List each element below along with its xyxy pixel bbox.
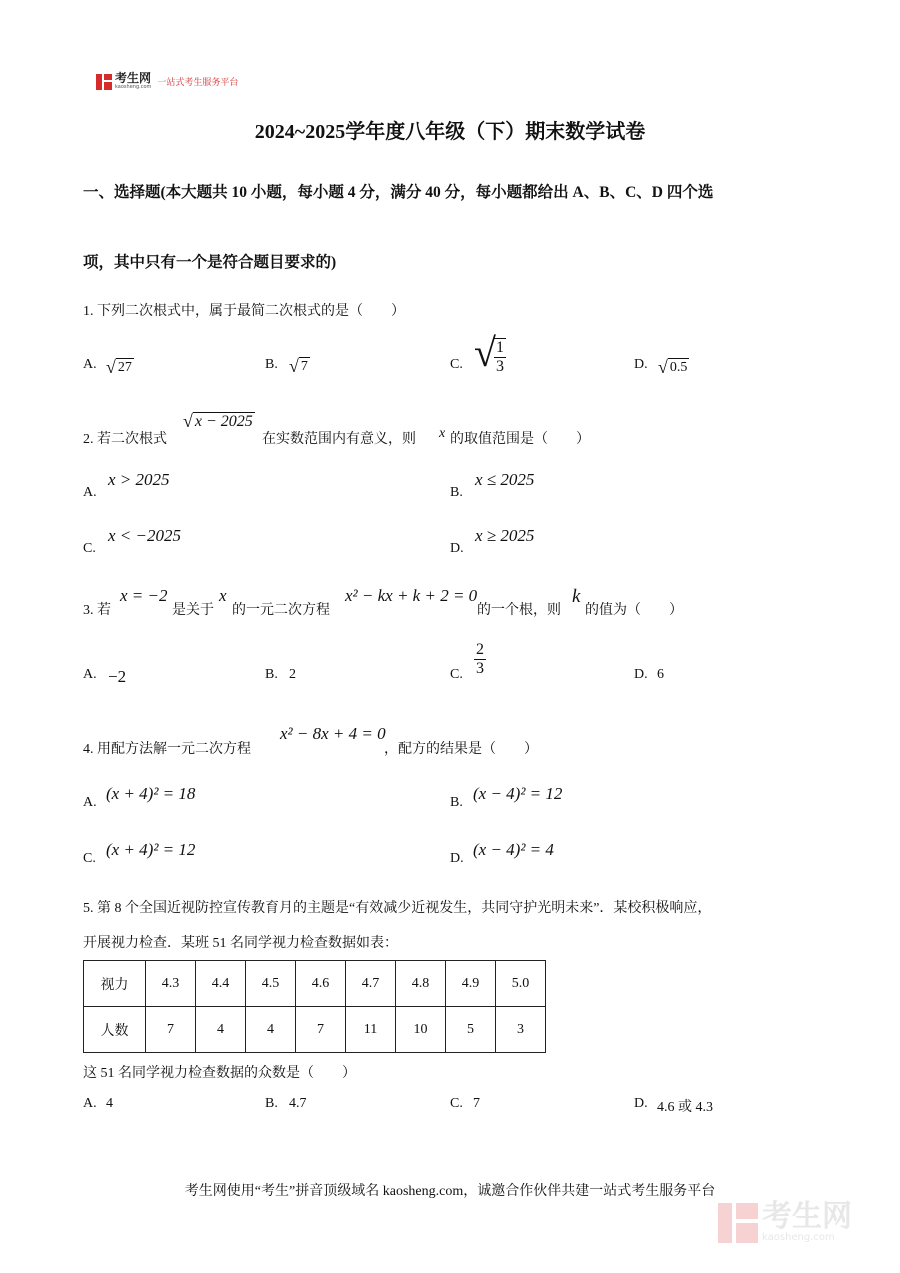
q5-stem-line2: 开展视力检查．某班 51 名同学视力检查数据如表：: [83, 936, 398, 951]
table-header-vision: 视力: [84, 961, 146, 1007]
table-cell: 4.7: [346, 961, 396, 1007]
q5-option-d-label: D.: [634, 1096, 648, 1111]
q1-option-b-expr: √ 7: [289, 356, 308, 376]
table-cell: 4.3: [146, 961, 196, 1007]
q3-option-c-denominator: 3: [476, 660, 484, 677]
page-footer: 考生网使用“考生”拼音顶级域名 kaosheng.com，诚邀合作伙伴共建一站式考生服务平台: [184, 1184, 716, 1199]
q1-option-c-numerator: 1: [495, 339, 504, 356]
q3-stem-pre: 3. 若: [83, 603, 111, 618]
table-cell: 4.5: [246, 961, 296, 1007]
table-row: [84, 1007, 546, 1053]
section-heading-line1: 一、选择题(本大题共 10 小题，每小题 4 分，满分 40 分，每小题都给出 A、B、C、D 四个选: [83, 184, 714, 201]
q2-stem-mid: 在实数范围内有意义，则: [262, 432, 416, 447]
q5-question: 这 51 名同学视力检查数据的众数是（ ）: [83, 1066, 356, 1081]
table-cell: 7: [296, 1007, 346, 1053]
logo-domain: kaosheng.com: [115, 84, 152, 90]
q1-option-c-expr: [474, 330, 506, 376]
q2-option-d-expr: x ≥ 2025: [475, 526, 535, 545]
table-cell: 5.0: [496, 961, 546, 1007]
header-logo: [96, 73, 238, 90]
q5-option-d-value: 4.6 或 4.3: [657, 1100, 713, 1115]
q3-stem-post: 的值为（ ）: [585, 603, 683, 618]
table-row: [84, 961, 546, 1007]
q2-option-c-label: C.: [83, 541, 96, 556]
q3-option-a-label: A.: [83, 667, 97, 682]
logo-text: 考生网: [115, 71, 152, 85]
section-heading-line2: 项，其中只有一个是符合题目要求的): [83, 254, 337, 271]
q5-option-c-value: 7: [473, 1096, 480, 1111]
watermark: [718, 1199, 852, 1243]
watermark-logo-icon: [718, 1203, 758, 1243]
q4-equation: x² − 8x + 4 = 0: [280, 724, 386, 743]
q2-option-a-label: A.: [83, 485, 97, 500]
q2-option-c-expr: x < −2025: [108, 526, 181, 545]
q5-option-b-label: B.: [265, 1096, 278, 1111]
q4-stem-pre: 4. 用配方法解一元二次方程: [83, 742, 251, 757]
q4-stem-post: ，配方的结果是（ ）: [384, 742, 538, 757]
vision-data-table: [83, 960, 546, 1053]
q1-option-d-expr: √ 0.5: [658, 357, 688, 377]
q1-option-b-radicand: 7: [300, 359, 308, 374]
table-cell: 11: [346, 1007, 396, 1053]
q4-option-b-label: B.: [450, 795, 463, 810]
page-title: 2024~2025学年度八年级（下）期末数学试卷: [254, 121, 646, 143]
table-cell: 4.9: [446, 961, 496, 1007]
table-cell: 4.8: [396, 961, 446, 1007]
q5-option-a-value: 4: [106, 1096, 113, 1111]
q4-option-d-label: D.: [450, 851, 464, 866]
q3-stem-mid2: 的一元二次方程: [232, 603, 330, 618]
table-cell: 4: [196, 1007, 246, 1053]
q5-stem-line1: 5. 第 8 个全国近视防控宣传教育月的主题是“有效减少近视发生，共同守护光明未来”．某校积极响应，: [83, 901, 712, 916]
q3-var: x: [219, 586, 227, 605]
q1-option-c-fraction: [494, 338, 506, 376]
table-cell: 5: [446, 1007, 496, 1053]
q4-option-a-label: A.: [83, 795, 97, 810]
q3-option-c-fraction: [474, 641, 486, 678]
logo-icon: [96, 74, 112, 90]
table-cell: 4: [246, 1007, 296, 1053]
q3-option-d-label: D.: [634, 667, 648, 682]
logo-slogan: 一站式考生服务平台: [157, 78, 239, 88]
radical-sign-icon: √: [474, 330, 496, 375]
q3-option-d-value: 6: [657, 667, 664, 682]
q2-option-b-expr: x ≤ 2025: [475, 470, 535, 489]
q3-option-b-label: B.: [265, 667, 278, 682]
q3-condition: x = −2: [120, 586, 168, 605]
q5-option-c-label: C.: [450, 1096, 463, 1111]
q5-option-a-label: A.: [83, 1096, 97, 1111]
table-header-count: 人数: [84, 1007, 146, 1053]
watermark-text: 考生网: [762, 1199, 852, 1234]
q2-radical: √ x − 2025: [183, 411, 253, 431]
q1-option-b-label: B.: [265, 357, 278, 372]
q2-stem-pre: 2. 若二次根式: [83, 432, 167, 447]
q2-var: x: [439, 426, 446, 441]
q4-option-b-expr: (x − 4)² = 12: [473, 784, 563, 803]
watermark-domain: kaosheng.com: [762, 1232, 835, 1243]
q3-stem-mid3: 的一个根，则: [477, 603, 561, 618]
q1-option-a-expr: √ 27: [106, 357, 132, 377]
q1-option-c-label: C.: [450, 357, 463, 372]
table-cell: 4.4: [196, 961, 246, 1007]
q5-option-b-value: 4.7: [289, 1096, 307, 1111]
q1-stem: 1. 下列二次根式中，属于最简二次根式的是（ ）: [83, 304, 405, 319]
table-cell: 7: [146, 1007, 196, 1053]
q3-option-a-value: −2: [108, 667, 127, 686]
table-cell: 3: [496, 1007, 546, 1053]
q1-option-a-radicand: 27: [117, 360, 132, 375]
q3-equation: x² − kx + k + 2 = 0: [345, 586, 478, 605]
q4-option-d-expr: (x − 4)² = 4: [473, 840, 554, 859]
q3-stem-mid1: 是关于: [172, 603, 214, 618]
q1-option-a-label: A.: [83, 357, 97, 372]
q4-option-c-label: C.: [83, 851, 96, 866]
q2-option-b-label: B.: [450, 485, 463, 500]
q1-option-c-denominator: 3: [495, 358, 504, 375]
q1-option-d-radicand: 0.5: [669, 360, 688, 375]
q3-option-c-numerator: 2: [476, 641, 484, 658]
q4-option-c-expr: (x + 4)² = 12: [106, 840, 196, 859]
q3-option-c-label: C.: [450, 667, 463, 682]
q3-k: k: [572, 586, 581, 607]
q2-stem-post: 的取值范围是（ ）: [450, 432, 590, 447]
q4-option-a-expr: (x + 4)² = 18: [106, 784, 196, 803]
q3-option-b-value: 2: [289, 667, 296, 682]
q2-option-d-label: D.: [450, 541, 464, 556]
q2-radicand: x − 2025: [194, 413, 253, 430]
q1-option-d-label: D.: [634, 357, 648, 372]
table-cell: 4.6: [296, 961, 346, 1007]
table-cell: 10: [396, 1007, 446, 1053]
q2-option-a-expr: x > 2025: [108, 470, 170, 489]
